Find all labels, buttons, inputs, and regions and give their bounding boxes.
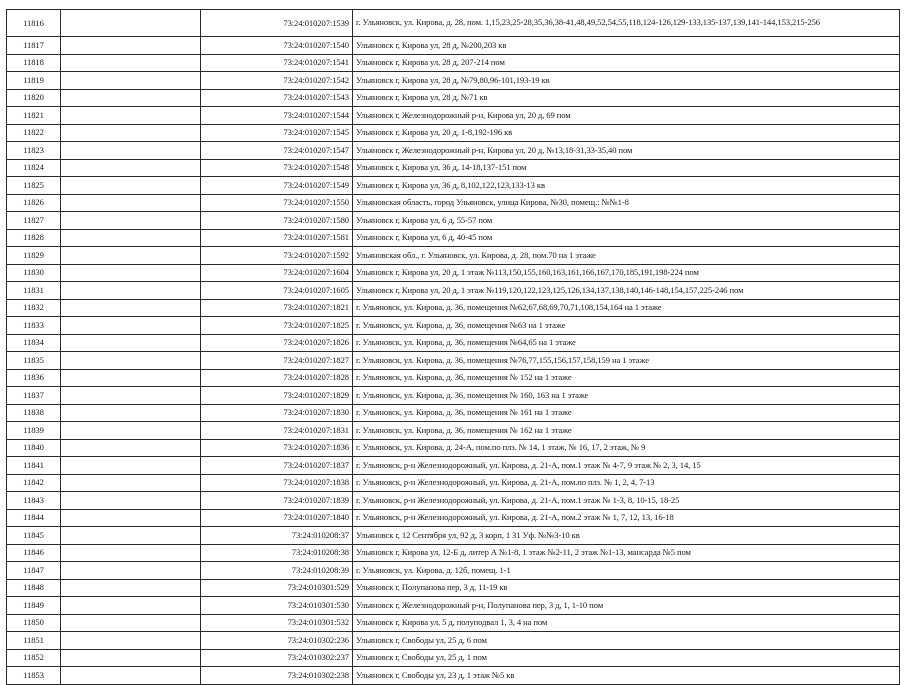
row-number-cell: 11829 xyxy=(7,247,61,265)
row-number-cell: 11852 xyxy=(7,649,61,667)
table-row xyxy=(7,10,900,37)
table-row xyxy=(7,107,900,125)
property-register-table xyxy=(6,9,900,685)
address-cell: Ульяновск г, Свободы ул, 25 д, 6 пом xyxy=(353,632,900,650)
table-row xyxy=(7,177,900,195)
address-cell: г. Ульяновск, р-н Железнодорожный, ул. Кирова, д. 21-А, пом.2 этаж № 1, 7, 12, 13, 16-18 xyxy=(353,509,900,527)
row-number-cell: 11851 xyxy=(7,632,61,650)
cadastral-number-cell: 73:24:010207:1547 xyxy=(201,142,353,160)
blank-cell xyxy=(61,492,201,510)
blank-cell xyxy=(61,264,201,282)
blank-cell xyxy=(61,124,201,142)
cadastral-number-cell: 73:24:010207:1540 xyxy=(201,37,353,55)
blank-cell xyxy=(61,527,201,545)
address-cell: Ульяновск г, Кирова ул, 36 д, 14-18,137-151 пом xyxy=(353,159,900,177)
cadastral-number-cell: 73:24:010207:1836 xyxy=(201,439,353,457)
table-row xyxy=(7,54,900,72)
row-number-cell: 11850 xyxy=(7,614,61,632)
cadastral-number-cell: 73:24:010207:1829 xyxy=(201,387,353,405)
blank-cell xyxy=(61,72,201,90)
table-row xyxy=(7,632,900,650)
cadastral-number-cell: 73:24:010207:1545 xyxy=(201,124,353,142)
cadastral-number-cell: 73:24:010207:1592 xyxy=(201,247,353,265)
cadastral-number-cell: 73:24:010207:1544 xyxy=(201,107,353,125)
address-cell: Ульяновск г, Кирова ул, 6 д, 40-45 пом xyxy=(353,229,900,247)
cadastral-number-cell: 73:24:010207:1827 xyxy=(201,352,353,370)
table-row xyxy=(7,159,900,177)
blank-cell xyxy=(61,194,201,212)
table-row xyxy=(7,562,900,580)
cadastral-number-cell: 73:24:010207:1837 xyxy=(201,457,353,475)
address-cell: Ульяновск г, Кирова ул, 12-Б д, литер А №1-8, 1 этаж №2-11, 2 этаж №1-13, мансарда №5 пом xyxy=(353,544,900,562)
row-number-cell: 11846 xyxy=(7,544,61,562)
cadastral-number-cell: 73:24:010207:1838 xyxy=(201,474,353,492)
row-number-cell: 11844 xyxy=(7,509,61,527)
blank-cell xyxy=(61,509,201,527)
blank-cell xyxy=(61,177,201,195)
blank-cell xyxy=(61,667,201,685)
blank-cell xyxy=(61,37,201,55)
address-cell: Ульяновск г, Кирова ул, 20 д, 1 этаж №119,120,122,123,125,126,134,137,138,140,146-148,154,157,225-246 пом xyxy=(353,282,900,300)
table-row xyxy=(7,544,900,562)
table-row xyxy=(7,317,900,335)
cadastral-number-cell: 73:24:010207:1581 xyxy=(201,229,353,247)
table-row xyxy=(7,37,900,55)
address-cell: Ульяновск г, Железнодорожный р-н, Кирова ул, 20 д, 69 пом xyxy=(353,107,900,125)
cadastral-number-cell: 73:24:010207:1830 xyxy=(201,404,353,422)
table-row xyxy=(7,527,900,545)
blank-cell xyxy=(61,632,201,650)
cadastral-number-cell: 73:24:010207:1826 xyxy=(201,334,353,352)
table-row xyxy=(7,649,900,667)
address-cell: г. Ульяновск, ул. Кирова, д. 36, помещения № 152 на 1 этаже xyxy=(353,369,900,387)
cadastral-number-cell: 73:24:010207:1821 xyxy=(201,299,353,317)
blank-cell xyxy=(61,54,201,72)
row-number-cell: 11820 xyxy=(7,89,61,107)
address-cell: г. Ульяновск, ул. Кирова, д. 36, помещения № 162 на 1 этаже xyxy=(353,422,900,440)
blank-cell xyxy=(61,649,201,667)
row-number-cell: 11836 xyxy=(7,369,61,387)
table-row xyxy=(7,194,900,212)
cadastral-number-cell: 73:24:010207:1825 xyxy=(201,317,353,335)
address-cell: г. Ульяновск, р-н Железнодорожный, ул. Кирова, д. 21-А, пом.1 этаж № 4-7, 9 этаж № 2, 3, 14, 15 xyxy=(353,457,900,475)
row-number-cell: 11841 xyxy=(7,457,61,475)
address-cell: Ульяновск г, Кирова ул, 28 д, 207-214 пом xyxy=(353,54,900,72)
cadastral-number-cell: 73:24:010208:38 xyxy=(201,544,353,562)
row-number-cell: 11833 xyxy=(7,317,61,335)
row-number-cell: 11839 xyxy=(7,422,61,440)
table-row xyxy=(7,492,900,510)
table-row xyxy=(7,509,900,527)
blank-cell xyxy=(61,614,201,632)
row-number-cell: 11837 xyxy=(7,387,61,405)
row-number-cell: 11847 xyxy=(7,562,61,580)
address-cell: Ульяновск г, Кирова ул, 20 д, 1-8,192-196 кв xyxy=(353,124,900,142)
row-number-cell: 11817 xyxy=(7,37,61,55)
row-number-cell: 11830 xyxy=(7,264,61,282)
cadastral-number-cell: 73:24:010207:1580 xyxy=(201,212,353,230)
cadastral-number-cell: 73:24:010207:1549 xyxy=(201,177,353,195)
address-cell: Ульяновск г, Кирова ул, 28 д, №79,80,96-101,193-19 кв xyxy=(353,72,900,90)
blank-cell xyxy=(61,352,201,370)
blank-cell xyxy=(61,159,201,177)
row-number-cell: 11835 xyxy=(7,352,61,370)
row-number-cell: 11822 xyxy=(7,124,61,142)
table-row xyxy=(7,282,900,300)
table-row xyxy=(7,422,900,440)
table-row xyxy=(7,124,900,142)
row-number-cell: 11849 xyxy=(7,597,61,615)
address-cell: Ульяновская область, город Ульяновск, улица Кирова, №30, помещ.: №№1-8 xyxy=(353,194,900,212)
blank-cell xyxy=(61,334,201,352)
address-cell: Ульяновск г, Железнодорожный р-н, Полупанова пер, 3 д, 1, 1-10 пом xyxy=(353,597,900,615)
blank-cell xyxy=(61,422,201,440)
cadastral-number-cell: 73:24:010207:1542 xyxy=(201,72,353,90)
cadastral-number-cell: 73:24:010302:238 xyxy=(201,667,353,685)
row-number-cell: 11838 xyxy=(7,404,61,422)
row-number-cell: 11843 xyxy=(7,492,61,510)
table-row xyxy=(7,457,900,475)
row-number-cell: 11826 xyxy=(7,194,61,212)
blank-cell xyxy=(61,229,201,247)
table-row xyxy=(7,334,900,352)
register-body xyxy=(7,10,900,685)
table-row xyxy=(7,387,900,405)
address-cell: г. Ульяновск, ул. Кирова, д. 36, помещения №76,77,155,156,157,158,159 на 1 этаже xyxy=(353,352,900,370)
cadastral-number-cell: 73:24:010208:37 xyxy=(201,527,353,545)
table-row xyxy=(7,474,900,492)
blank-cell xyxy=(61,474,201,492)
address-cell: г. Ульяновск, ул. Кирова, д. 24-А, пом.по плз. № 14, 1 этаж, № 16, 17, 2 этаж, № 9 xyxy=(353,439,900,457)
blank-cell xyxy=(61,212,201,230)
row-number-cell: 11827 xyxy=(7,212,61,230)
cadastral-number-cell: 73:24:010207:1539 xyxy=(201,10,353,37)
cadastral-number-cell: 73:24:010207:1828 xyxy=(201,369,353,387)
row-number-cell: 11848 xyxy=(7,579,61,597)
row-number-cell: 11824 xyxy=(7,159,61,177)
blank-cell xyxy=(61,317,201,335)
row-number-cell: 11831 xyxy=(7,282,61,300)
address-cell: Ульяновск г, Кирова ул, 28 д, №71 кв xyxy=(353,89,900,107)
address-cell: Ульяновск г, Кирова ул, 6 д, 55-57 пом xyxy=(353,212,900,230)
row-number-cell: 11823 xyxy=(7,142,61,160)
row-number-cell: 11845 xyxy=(7,527,61,545)
blank-cell xyxy=(61,107,201,125)
blank-cell xyxy=(61,457,201,475)
address-cell: г. Ульяновск, ул. Кирова, д. 12б, помещ. 1-1 xyxy=(353,562,900,580)
blank-cell xyxy=(61,299,201,317)
row-number-cell: 11828 xyxy=(7,229,61,247)
cadastral-number-cell: 73:24:010302:237 xyxy=(201,649,353,667)
table-row xyxy=(7,579,900,597)
blank-cell xyxy=(61,579,201,597)
address-cell: г. Ульяновск, р-н Железнодорожный, ул. Кирова, д. 21-А, пом.по плз. № 1, 2, 4, 7-13 xyxy=(353,474,900,492)
cadastral-number-cell: 73:24:010207:1831 xyxy=(201,422,353,440)
cadastral-number-cell: 73:24:010207:1543 xyxy=(201,89,353,107)
address-cell: г. Ульяновск, ул. Кирова, д. 36, помещения № 160, 163 на 1 этаже xyxy=(353,387,900,405)
table-row xyxy=(7,439,900,457)
table-row xyxy=(7,229,900,247)
cadastral-number-cell: 73:24:010301:532 xyxy=(201,614,353,632)
blank-cell xyxy=(61,369,201,387)
table-row xyxy=(7,212,900,230)
blank-cell xyxy=(61,387,201,405)
blank-cell xyxy=(61,439,201,457)
cadastral-number-cell: 73:24:010208:39 xyxy=(201,562,353,580)
table-row xyxy=(7,369,900,387)
cadastral-number-cell: 73:24:010302:236 xyxy=(201,632,353,650)
blank-cell xyxy=(61,597,201,615)
row-number-cell: 11832 xyxy=(7,299,61,317)
blank-cell xyxy=(61,247,201,265)
cadastral-number-cell: 73:24:010207:1548 xyxy=(201,159,353,177)
address-cell: Ульяновск г, 12 Сентября ул, 92 д, 3 корп, 1 31 Уф. №№3-10 кв xyxy=(353,527,900,545)
address-cell: Ульяновск г, Кирова ул, 36 д, 8,102,122,123,133-13 кв xyxy=(353,177,900,195)
address-cell: Ульяновск г, Кирова ул, 28 д, №200,203 кв xyxy=(353,37,900,55)
address-cell: г. Ульяновск, ул. Кирова, д. 28, пом. 1,15,23,25-28,35,36,38-41,48,49,52,54,55,118,124-126,129-133,135-137,139,141-144,153,215-256 xyxy=(353,10,900,37)
row-number-cell: 11842 xyxy=(7,474,61,492)
blank-cell xyxy=(61,562,201,580)
address-cell: Ульяновская обл., г. Ульяновск, ул. Кирова, д. 28, пом.70 на 1 этаже xyxy=(353,247,900,265)
cadastral-number-cell: 73:24:010207:1541 xyxy=(201,54,353,72)
cadastral-number-cell: 73:24:010207:1839 xyxy=(201,492,353,510)
row-number-cell: 11834 xyxy=(7,334,61,352)
cadastral-number-cell: 73:24:010207:1604 xyxy=(201,264,353,282)
blank-cell xyxy=(61,89,201,107)
table-row xyxy=(7,264,900,282)
address-cell: Ульяновск г, Свободы ул, 25 д, 1 пом xyxy=(353,649,900,667)
blank-cell xyxy=(61,282,201,300)
address-cell: г. Ульяновск, ул. Кирова, д. 36, помещения №63 на 1 этаже xyxy=(353,317,900,335)
cadastral-number-cell: 73:24:010301:530 xyxy=(201,597,353,615)
table-row xyxy=(7,247,900,265)
table-row xyxy=(7,404,900,422)
table-row xyxy=(7,667,900,685)
table-row xyxy=(7,597,900,615)
row-number-cell: 11819 xyxy=(7,72,61,90)
blank-cell xyxy=(61,544,201,562)
table-row xyxy=(7,72,900,90)
cadastral-number-cell: 73:24:010207:1605 xyxy=(201,282,353,300)
table-row xyxy=(7,142,900,160)
row-number-cell: 11816 xyxy=(7,10,61,37)
address-cell: Ульяновск г, Свободы ул, 23 д, 1 этаж №5 кв xyxy=(353,667,900,685)
table-row xyxy=(7,614,900,632)
table-row xyxy=(7,89,900,107)
row-number-cell: 11853 xyxy=(7,667,61,685)
address-cell: г. Ульяновск, ул. Кирова, д. 36, помещения №64,65 на 1 этаже xyxy=(353,334,900,352)
address-cell: Ульяновск г, Полупанова пер, 3 д, 11-19 кв xyxy=(353,579,900,597)
blank-cell xyxy=(61,404,201,422)
address-cell: Ульяновск г, Кирова ул, 5 д, полуподвал 1, 3, 4 на пом xyxy=(353,614,900,632)
table-row xyxy=(7,352,900,370)
cadastral-number-cell: 73:24:010207:1840 xyxy=(201,509,353,527)
address-cell: г. Ульяновск, р-н Железнодорожный, ул. Кирова, д. 21-А, пом.1 этаж № 1-3, 8, 10-15, 18-25 xyxy=(353,492,900,510)
table-row xyxy=(7,299,900,317)
address-cell: г. Ульяновск, ул. Кирова, д. 36, помещения № 161 на 1 этаже xyxy=(353,404,900,422)
row-number-cell: 11840 xyxy=(7,439,61,457)
blank-cell xyxy=(61,10,201,37)
address-cell: Ульяновск г, Железнодорожный р-н, Кирова ул, 20 д, №13,18-31,33-35,40 пом xyxy=(353,142,900,160)
address-cell: Ульяновск г, Кирова ул, 20 д, 1 этаж №113,150,155,160,163,161,166,167,170,185,191,198-224 пом xyxy=(353,264,900,282)
address-cell: г. Ульяновск, ул. Кирова, д. 36, помещения №62,67,68,69,70,71,108,154,164 на 1 этаже xyxy=(353,299,900,317)
row-number-cell: 11821 xyxy=(7,107,61,125)
cadastral-number-cell: 73:24:010207:1550 xyxy=(201,194,353,212)
row-number-cell: 11825 xyxy=(7,177,61,195)
row-number-cell: 11818 xyxy=(7,54,61,72)
blank-cell xyxy=(61,142,201,160)
cadastral-number-cell: 73:24:010301:529 xyxy=(201,579,353,597)
